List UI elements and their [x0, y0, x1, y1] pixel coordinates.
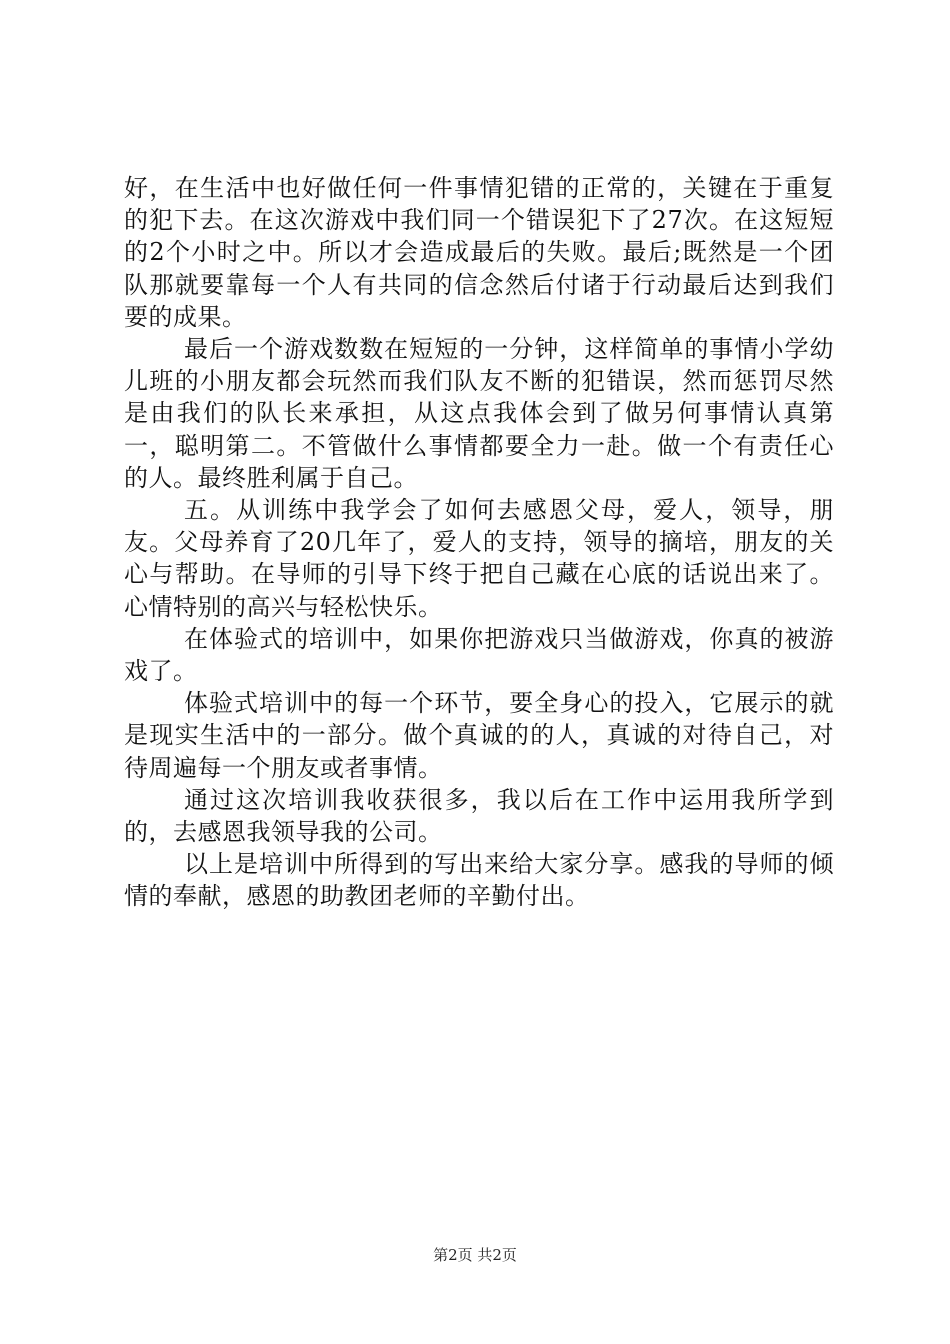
paragraph-2: 最后一个游戏数数在短短的一分钟，这样简单的事情小学幼儿班的小朋友都会玩然而我们队友不断的犯错误，然而惩罚尽然是由我们的队长来承担，从这点我体会到了做另何事情认真第一，聪明第二。不管做什么事情都要全力一赴。做一个有责任心的人。最终胜利属于自己。	[124, 335, 834, 492]
document-body	[124, 172, 834, 913]
paragraph-1: 好，在生活中也好做任何一件事情犯错的正常的，关键在于重复的犯下去。在这次游戏中我们同一个错误犯下了27次。在这短短的2个小时之中。所以才会造成最后的失败。最后;既然是一个团队那就要靠每一个人有共同的信念然后付诸于行动最后达到我们要的成果。	[124, 174, 834, 331]
paragraph-5: 体验式培训中的每一个环节，要全身心的投入，它展示的就是现实生活中的一部分。做个真诚的的人，真诚的对待自己，对待周遍每一个朋友或者事情。	[124, 689, 834, 782]
paragraph-6: 通过这次培训我收获很多，我以后在工作中运用我所学到的，去感恩我领导我的公司。	[124, 785, 834, 847]
paragraph-7: 以上是培训中所得到的写出来给大家分享。感我的导师的倾情的奉献，感恩的助教团老师的辛勤付出。	[124, 850, 834, 911]
page-number-footer: 第2页 共2页	[433, 1246, 517, 1264]
paragraph-3: 五。从训练中我学会了如何去感恩父母，爱人，领导，朋友。父母养育了20几年了，爱人的支持，领导的摘培，朋友的关心与帮助。在导师的引导下终于把自己藏在心底的话说出来了。心情特别的高兴与轻松快乐。	[124, 496, 834, 621]
paragraph-4: 在体验式的培训中，如果你把游戏只当做游戏，你真的被游戏了。	[124, 624, 834, 686]
